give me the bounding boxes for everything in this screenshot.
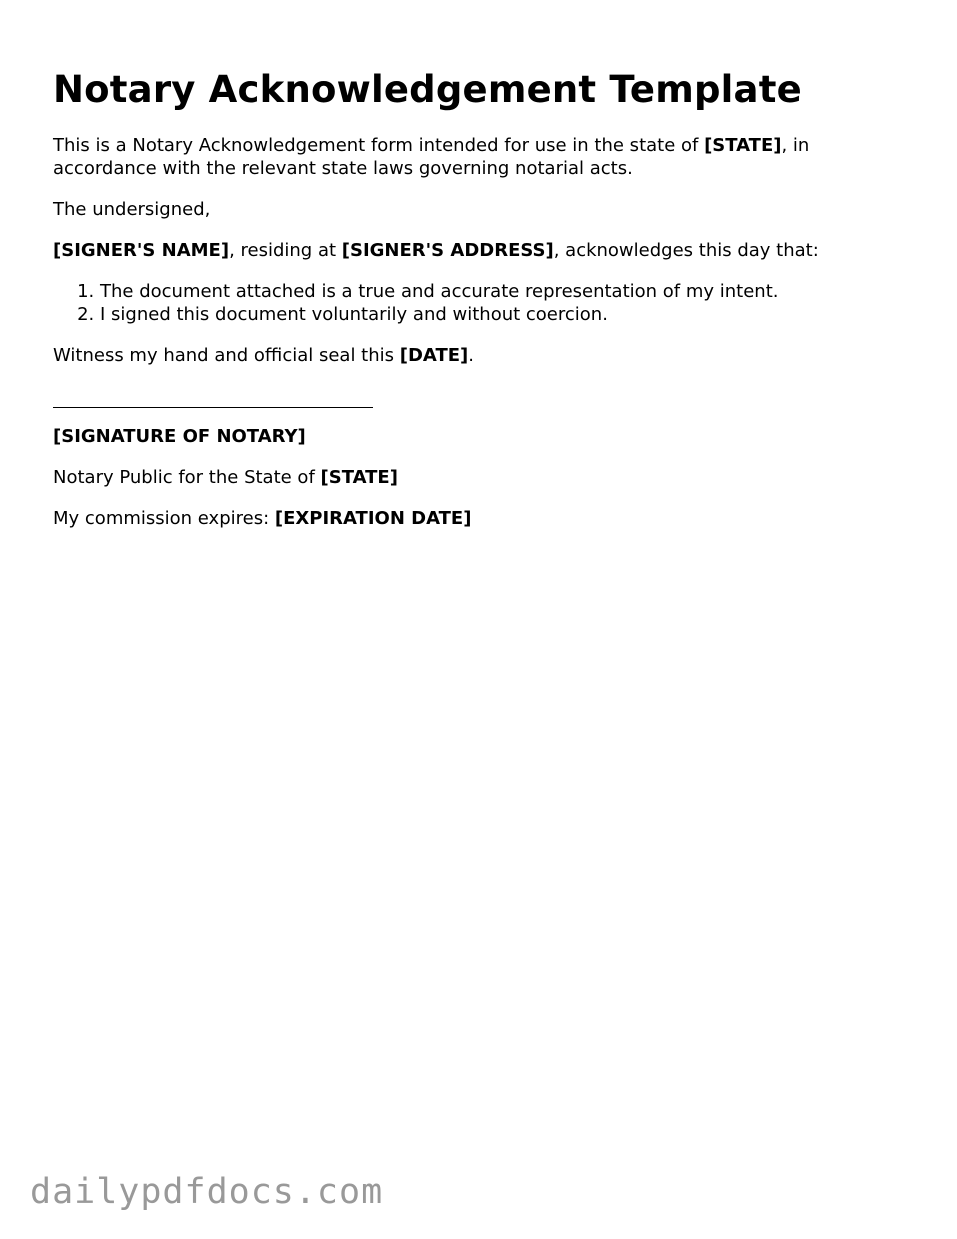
statement-item: 2. I signed this document voluntarily and without coercion.: [100, 303, 913, 326]
document-title: Notary Acknowledgement Template: [53, 68, 802, 111]
expiration-date-placeholder: [EXPIRATION DATE]: [274, 508, 472, 529]
statement-list: [53, 280, 913, 326]
witness-end: .: [468, 345, 474, 366]
watermark-text: dailypdfdocs.com: [30, 1172, 384, 1212]
intro-text-2: , in accordance with the relevant state laws governing notarial acts.: [53, 135, 810, 179]
commission-paragraph: [53, 507, 913, 530]
witness-paragraph: [53, 344, 913, 367]
signature-notary-placeholder: [SIGNATURE OF NOTARY]: [53, 426, 306, 447]
witness-date-placeholder: [DATE]: [399, 345, 469, 366]
signature-label-paragraph: [53, 425, 913, 448]
signer-name-placeholder: [SIGNER'S NAME]: [53, 240, 230, 261]
notary-state-placeholder: [STATE]: [320, 467, 398, 488]
signer-text-1: , residing at: [229, 240, 342, 261]
signer-address-placeholder: [SIGNER'S ADDRESS]: [341, 240, 554, 261]
witness-text: Witness my hand and official seal this: [53, 345, 400, 366]
document-page: [53, 66, 913, 548]
signer-text-2: , acknowledges this day that:: [553, 240, 819, 261]
notary-public-paragraph: [53, 466, 913, 489]
intro-paragraph: [53, 134, 913, 180]
intro-state-placeholder: [STATE]: [704, 135, 782, 156]
statement-item: 1. The document attached is a true and accurate representation of my intent.: [100, 280, 913, 303]
undersigned-paragraph: The undersigned,: [53, 199, 211, 220]
notary-public-text: Notary Public for the State of: [53, 467, 321, 488]
signer-paragraph: [53, 239, 913, 262]
commission-text: My commission expires:: [53, 508, 275, 529]
signature-line: [53, 407, 373, 408]
intro-text-1: This is a Notary Acknowledgement form intended for use in the state of: [53, 135, 705, 156]
